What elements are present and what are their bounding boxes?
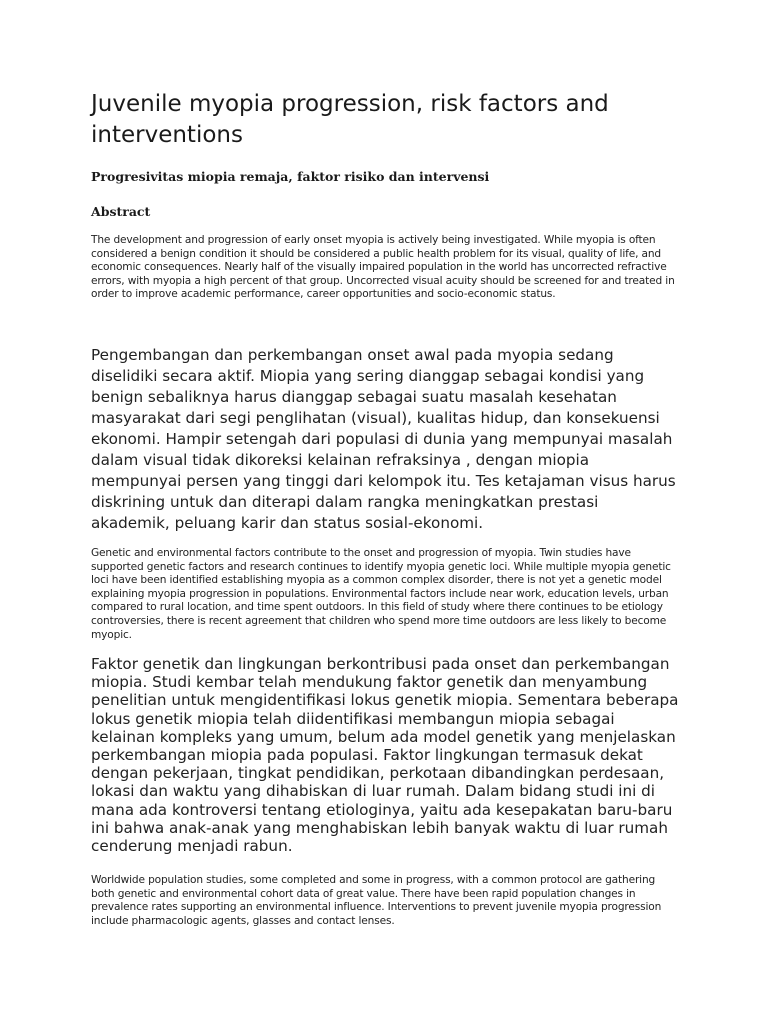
abstract-paragraph-indonesian-1: Pengembangan dan perkembangan onset awal pada myopia sedang diselidiki secara aktif. Miopia yang sering dianggap sebagai kondisi yang benign sebaliknya harus dianggap sebagai suatu masalah kesehatan masyarakat dari segi penglihatan (visual), kualitas hidup, dan konsekuensi ekonomi. Hampir setengah dari populasi di dunia yang mempunyai masalah dalam visual tidak dikoreksi kelainan refraksinya , dengan miopia mempunyai persen yang tinggi dari kelompok itu. Tes ketajaman visus harus diskrining untuk dan diterapi dalam rangka meningkatkan prestasi akademik, peluang karir dan status sosial-ekonomi. — [91, 346, 676, 532]
paragraph-indonesian-2: Faktor genetik dan lingkungan berkontribusi pada onset dan perkembangan miopia. Studi kembar telah mendukung faktor genetik dan menyambung penelitian untuk mengidentifikasi lokus genetik miopia. Sementara beberapa lokus genetik miopia telah diidentifikasi membangun miopia sebagai kelainan kompleks yang umum, belum ada model genetik yang menjelaskan perkembangan miopia pada populasi. Faktor lingkungan termasuk dekat dengan pekerjaan, tingkat pendidikan, perkotaan dibandingkan perdesaan, lokasi dan waktu yang dihabiskan di luar rumah. Dalam bidang studi ini di mana ada kontroversi tentang etiologinya, yaitu ada kesepakatan baru-baru ini bahwa anak-anak yang menghabiskan lebih banyak waktu di luar rumah cenderung menjadi rabun. — [91, 655, 679, 856]
paragraph-english-2: Genetic and environmental factors contribute to the onset and progression of myopia. Twin studies have supported genetic factors and research continues to identify myopia genetic loci. While multiple myopia genetic loci have been identified establishing myopia as a common complex disorder, there is not yet a genetic model explaining myopia progression in populations. Environmental factors include near work, education levels, urban compared to rural location, and time spent outdoors. In this field of study where there continues to be etiology controversies, there is recent agreement that children who spend more time outdoors are less likely to become myopic. — [91, 547, 671, 641]
abstract-paragraph-english-1: The development and progression of early onset myopia is actively being investigated. While myopia is often considered a benign condition it should be considered a public health problem for its visual, quality of life, and economic consequences. Nearly half of the visually impaired population in the world has uncorrected refractive errors, with myopia a high percent of that group. Uncorrected visual acuity should be screened for and treated in order to improve academic performance, career opportunities and socio-economic status. — [91, 234, 675, 301]
abstract-heading: Abstract — [91, 204, 151, 219]
document-subtitle: Progresivitas miopia remaja, faktor risiko dan intervensi — [91, 169, 490, 184]
document-title: Juvenile myopia progression, risk factors and interventions — [91, 91, 609, 148]
paragraph-english-3: Worldwide population studies, some completed and some in progress, with a common protocol are gathering both genetic and environmental cohort data of great value. There have been rapid population changes in prevalence rates supporting an environmental influence. Interventions to prevent juvenile myopia progression include pharmacologic agents, glasses and contact lenses. — [91, 874, 662, 927]
